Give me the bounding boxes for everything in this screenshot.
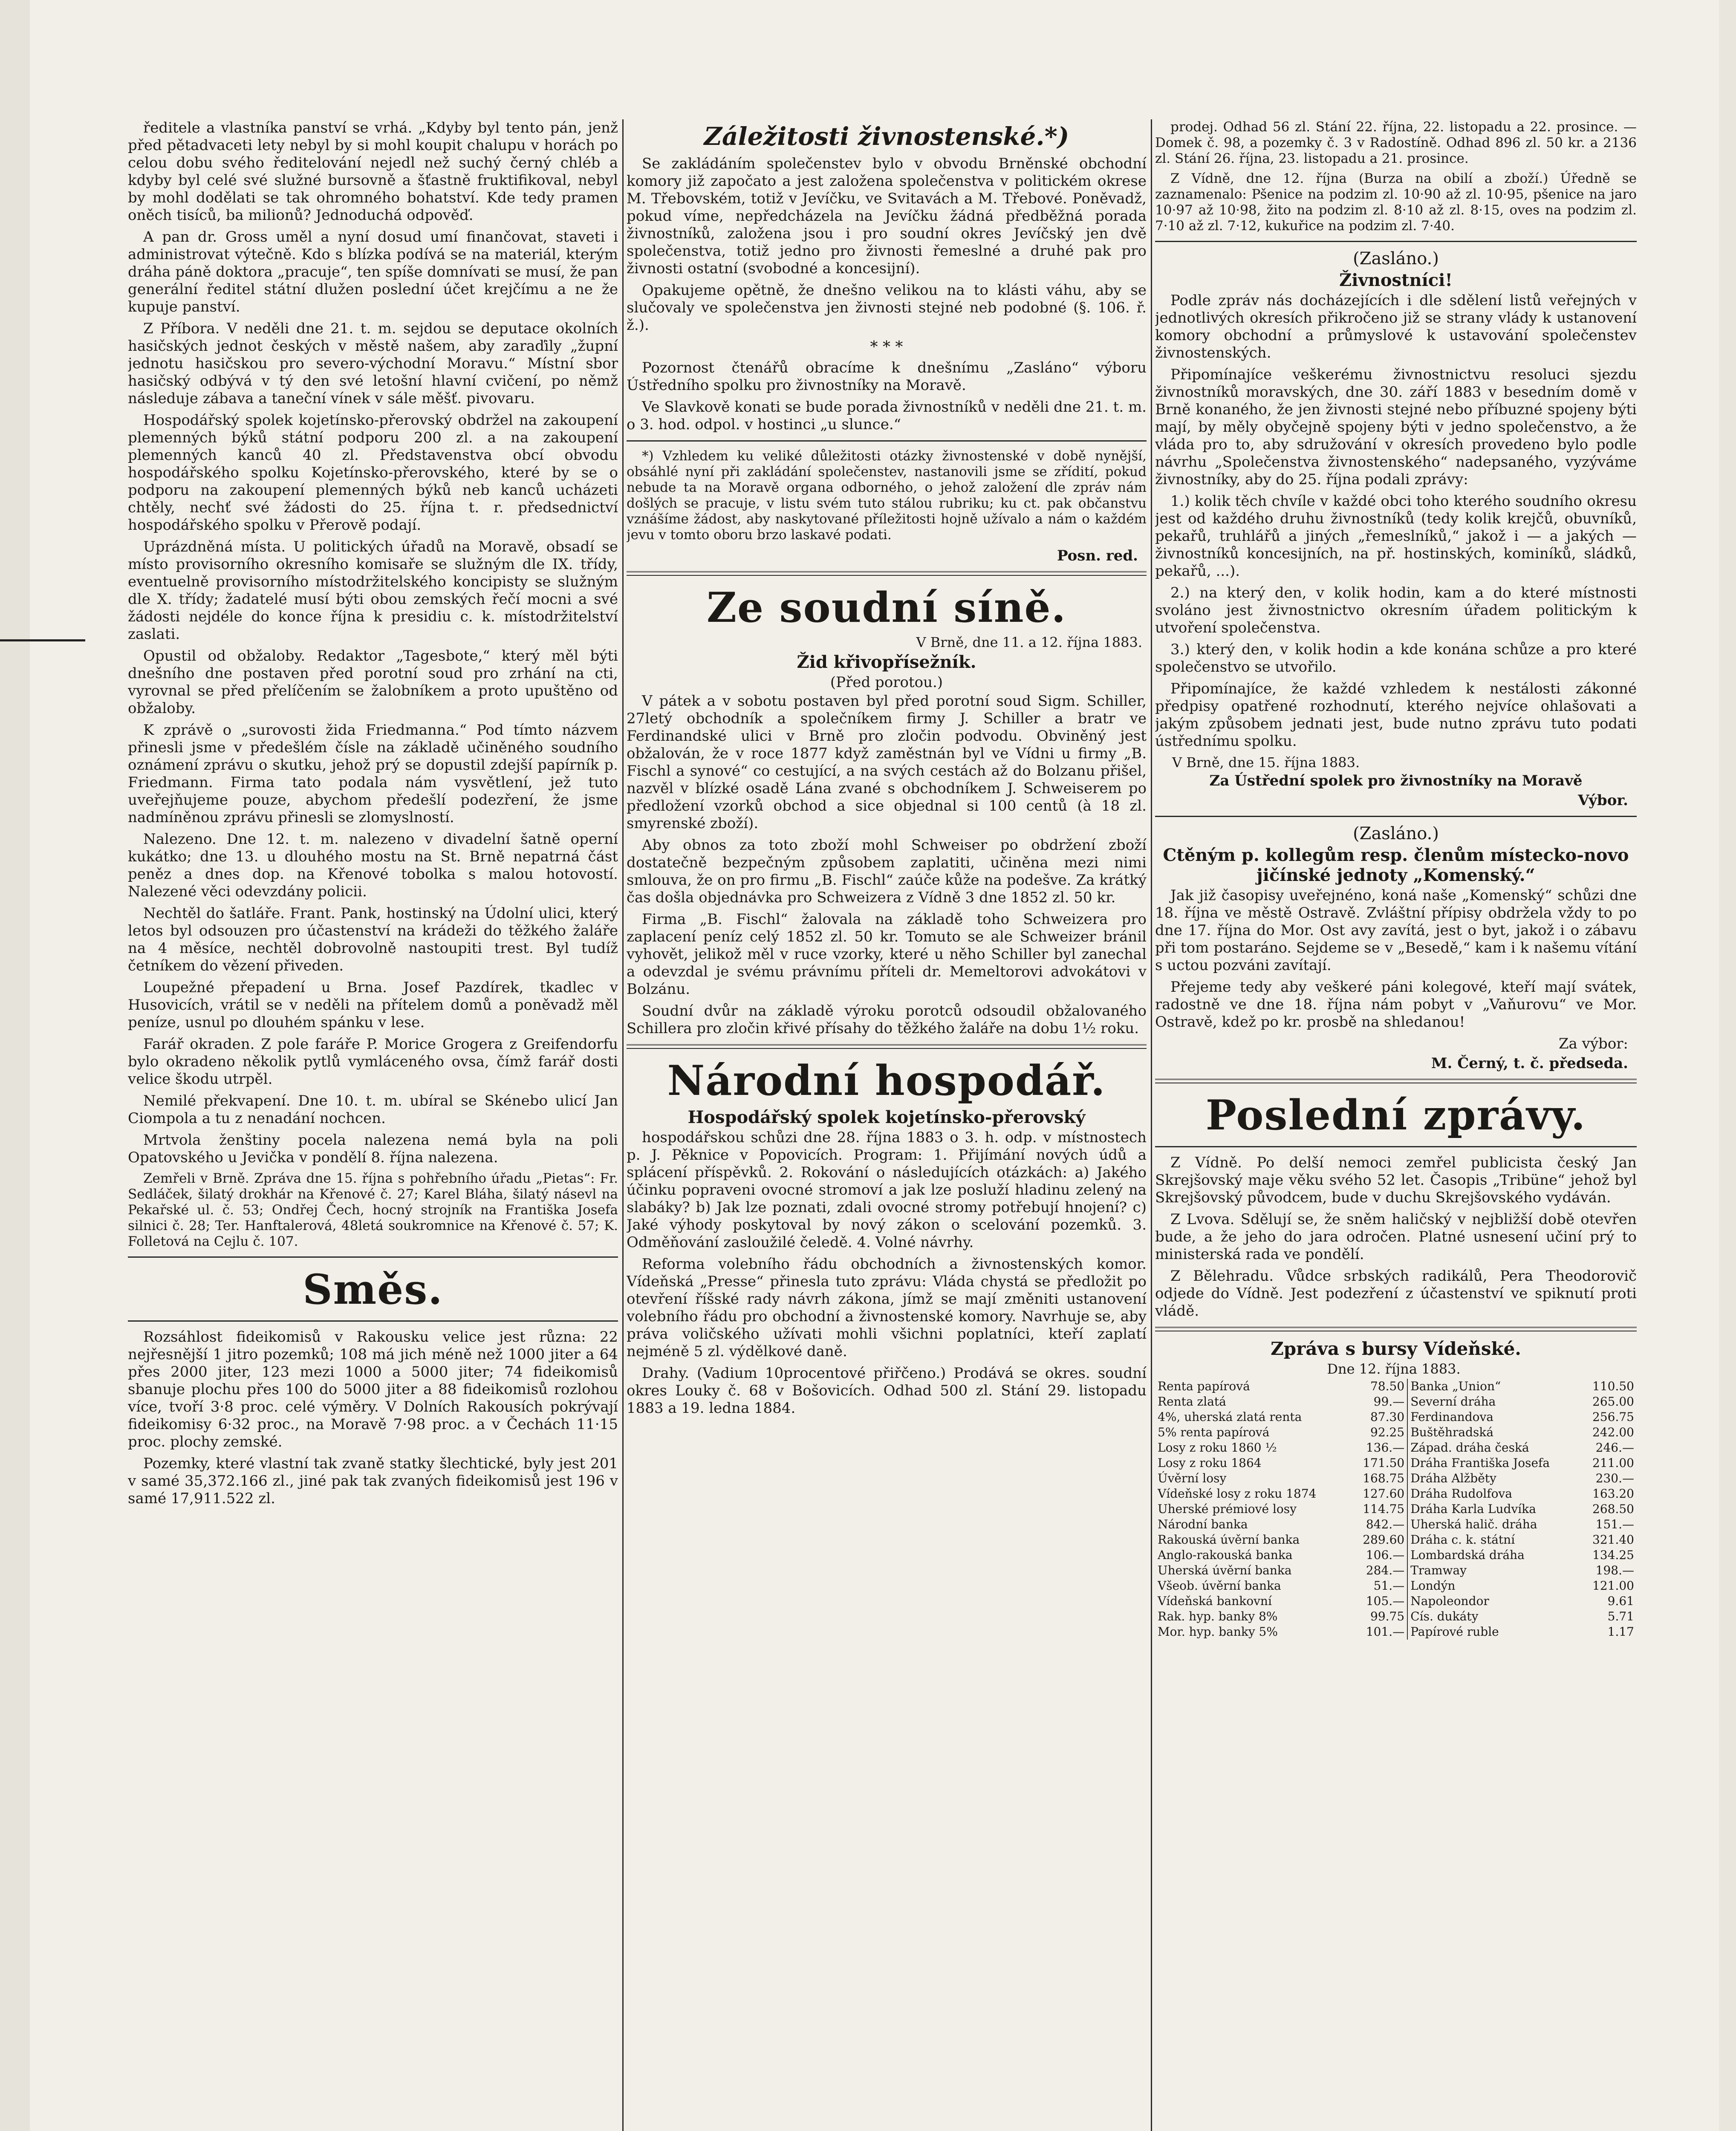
- security-name: Rakouská úvěrní banka: [1158, 1533, 1300, 1547]
- security-name: Banka „Union“: [1407, 1379, 1580, 1394]
- security-value: 51.—: [1373, 1579, 1405, 1593]
- security-name: Uherská halič. dráha: [1407, 1517, 1580, 1532]
- security-value: 321.40: [1592, 1533, 1634, 1547]
- section-divider: [128, 1320, 618, 1322]
- article-title: Ctěným p. kollegům resp. členům místecko-novo jičínské jednoty „Komenský.“: [1163, 845, 1629, 885]
- obituary-list: Zemřeli v Brně. Zpráva dne 15. října s pohřebního úřadu „Pietas“: Fr. Sedláček, šilatý drokhár na Křenové č. 27; Karel Bláha, šilatý násevl na Pekařské ul. č. 53; Ondřej Čech, hocný strojník na Františka Josefa silnici č. 28; Ter. Hanftalerová, 48letá soukromnice na Křenové č. 57; K. Folletová na Cejlu č. 107.: [128, 1171, 618, 1249]
- paragraph: Připomínajíce, že každé vzhledem k nestálosti zákonné předpisy opatřené rozhodnutí, kterého nejvíce ohlašovati a jakým způsobem jednati jest, bude nutno zprávu tuto podati ústřednímu spolku.: [1155, 680, 1637, 750]
- section-divider: [1155, 241, 1637, 242]
- security-name: Anglo-rakouská banka: [1158, 1548, 1293, 1562]
- security-value: 284.—: [1366, 1563, 1405, 1577]
- security-value: 110.50: [1592, 1379, 1634, 1393]
- section-title-zivnosti: Záležitosti živnostenské.*): [704, 122, 1069, 151]
- security-value: 163.20: [1592, 1487, 1634, 1501]
- security-name: Dráha Rudolfova: [1407, 1486, 1580, 1502]
- dateline: V Brně, dne 11. a 12. října 1883.: [916, 634, 1142, 650]
- security-name: Cís. dukáty: [1407, 1609, 1580, 1624]
- article-subtitle: (Před porotou.): [830, 674, 943, 691]
- security-value: 242.00: [1592, 1425, 1634, 1439]
- security-value: 289.60: [1363, 1533, 1405, 1547]
- security-value: 230.—: [1595, 1471, 1634, 1485]
- column-middle: [627, 119, 1147, 2131]
- security-name: Národní banka: [1158, 1517, 1248, 1531]
- page-right-margin: [1719, 0, 1736, 2131]
- security-value: 246.—: [1595, 1441, 1634, 1455]
- security-value: 1.17: [1607, 1625, 1634, 1639]
- security-value: 134.25: [1592, 1548, 1634, 1562]
- table-row: [1155, 1532, 1637, 1548]
- section-divider: [1155, 1146, 1637, 1147]
- section-title-court: Ze soudní síně.: [706, 583, 1067, 632]
- section-divider: [1155, 1079, 1637, 1083]
- paragraph: Z Lvova. Sdělují se, že sněm haličský v nejbližší době otevřen bude, a že jeho do jara odročen. Platné usnesení učiní prý to ministerská rada ve pondělí.: [1155, 1211, 1637, 1263]
- paragraph: Pozornost čtenářů obracíme k dnešnímu „Zasláno“ výboru Ústředního spolku pro živnostníky na Moravě.: [627, 359, 1147, 394]
- section-divider: [627, 440, 1147, 442]
- table-row: [1155, 1563, 1637, 1578]
- security-value: 136.—: [1366, 1441, 1405, 1455]
- security-value: 171.50: [1363, 1456, 1405, 1470]
- column-right: [1155, 119, 1637, 2131]
- section-title-news: Poslední zprávy.: [1205, 1091, 1586, 1139]
- paragraph: Se zakládáním společenstev bylo v obvodu Brněnské obchodní komory již započato a jest založena společenstva v politickém okrese M. Třebovském, totiž v Jevíčku, ve Svitavách a M. Třebové. Poněvadž, pokud víme, nepředcházela na Jevíčku žádná předběžná porada živnostníků, založena jsou i pro soudní okres Jevíčský jen dvě společenstva, totiž jedno pro živnosti řemeslné a druhé pak pro živnosti ostatní (svobodné a koncesijní).: [627, 155, 1147, 277]
- security-name: Tramway: [1407, 1563, 1580, 1578]
- security-name: Vídeňské losy z roku 1874: [1158, 1487, 1317, 1501]
- section-divider: [1155, 816, 1637, 817]
- table-row: [1155, 1455, 1637, 1471]
- signature: M. Černý, t. č. předseda.: [1431, 1055, 1628, 1072]
- bourse-title: Zpráva s bursy Vídeňské.: [1271, 1338, 1521, 1359]
- security-name: Uherská úvěrní banka: [1158, 1563, 1292, 1577]
- security-value: 211.00: [1592, 1456, 1634, 1470]
- section-title-economy: Národní hospodář.: [667, 1057, 1106, 1105]
- paragraph: Rozsáhlost fideikomisů v Rakousku velice jest různa: 22 nejřesnější 1 jitro pozemků; 108 má jich méně než 1000 jiter a 64 přes 2000 jiter, 123 mezi 1000 a 5000 jiter; 74 fideikomisů sbanuje plochu přes 100 do 5000 jiter a 88 fideikomisů rozlohou více, tvoří 3·8 proc. celé výměry. V Dolních Rakousích pokrývají fideikomisy 6·32 proc., na Moravě 7·98 proc. a v Čechách 11·15 proc. plochy zemské.: [128, 1328, 618, 1450]
- paragraph: Z Bělehradu. Vůdce srbských radikálů, Pera Theodorovič odjede do Vídně. Jest podezření z účastenství ve spiknutí proti vládě.: [1155, 1268, 1637, 1320]
- security-value: 78.50: [1370, 1379, 1405, 1393]
- paragraph: Firma „B. Fischl“ žalovala na základě toho Schweizera pro zaplacení peníz celý 1852 zl. 50 kr. Tomuto se ale Schweizer bránil vyhovět, jelikož měl v ruce vzorky, které u něho Schiller byl zanechal a odevzdal je svému právnímu příteli dr. Memeltorovi advokátovi v Bolzánu.: [627, 911, 1147, 998]
- security-value: 9.61: [1607, 1594, 1634, 1608]
- paragraph: V pátek a v sobotu postaven byl před porotní soud Sigm. Schiller, 27letý obchodník a společníkem firmy J. Schiller a bratr ve Ferdinandské ulici v Brně pro zločin podvodu. Obviněný jest obžalován, že v roce 1877 když zaměstnán byl ve Vídni u firmy „B. Fischl a synové“ co cestující, a na svých cestách až do Bolzanu přišel, nazvěl v blízké osadě Lána zvané s obchodníkem J. Schweiserem po předložení vzorků obchod a sice objednal si 100 centů (à 18 zl. smyrenské zboží).: [627, 693, 1147, 832]
- paragraph: Z Vídně, dne 12. října (Burza na obilí a zboží.) Úředně se zaznamenalo: Pšenice na podzim zl. 10·90 až zl. 10·95, pšenice na jaro 10·97 až 10·98, žito na podzim zl. 8·10 až zl. 8·15, oves na podzim zl. 7·10 až zl. 7·12, kukuřice na podzim zl. 7·40.: [1155, 171, 1637, 234]
- table-row: [1155, 1409, 1637, 1425]
- security-value: 198.—: [1595, 1563, 1634, 1577]
- paragraph: A pan dr. Gross uměl a nyní dosud umí finančovat, staveti i administrovat výtečně. Kdo s blízka podívá se na materiál, kterým dráha páně doktora „pracuje“, ten spíše domnívati se musí, že pan generální ředitel státní dlužen poslední účet krejčímu a ne že kupuje panství.: [128, 228, 618, 315]
- security-value: 106.—: [1366, 1548, 1405, 1562]
- article-title: Žid křivopřísežník.: [797, 652, 976, 672]
- security-name: Buštěhradská: [1407, 1425, 1580, 1440]
- table-row: [1155, 1425, 1637, 1440]
- paragraph: 1.) kolik těch chvíle v každé obci toho kterého soudního okresu jest od každého druhu živnostníků (tedy kolik krejčů, obuvníků, pekařů, truhlářů a jiných „řemeslníků,“ jakož i — a jakých — živnostníků koncesijních, na př. hostinských, kominíků, sládků, pekařů, ...).: [1155, 493, 1637, 580]
- security-value: 105.—: [1366, 1594, 1405, 1608]
- table-row: [1155, 1517, 1637, 1532]
- column-rule: [1151, 119, 1152, 2131]
- zaslano-label: (Zasláno.): [1353, 824, 1439, 843]
- security-name: Dráha Karla Ludvíka: [1407, 1502, 1580, 1517]
- security-name: Napoleondor: [1407, 1594, 1580, 1609]
- paragraph: Nechtěl do šatláře. Frant. Pank, hostinský na Údolní ulici, který letos byl odsouzen pro účastenství na krádeži do těžkého žaláře na 4 měsíce, nechtěl dobrovolně nastoupiti trest. Byl tudíž četníkem do vězení přiveden.: [128, 905, 618, 974]
- security-name: Rak. hyp. banky 8%: [1158, 1609, 1278, 1623]
- paragraph: Uprázdněná místa. U politických úřadů na Moravě, obsadí se místo provisorního okresního komisaře se služným dle IX. třídy, eventuelně provisorního místodržitelského koncipisty se služným dle X. třídy; žadatelé musí býti obou zemských řečí mocni a své žádosti nejdéle do konce října k presidiu c. k. místodržitelství zaslati.: [128, 538, 618, 643]
- paragraph: Nalezeno. Dne 12. t. m. nalezeno v divadelní šatně operní kukátko; dne 13. u dlouhého mostu na St. Brně nepatrná část peněz a dnes dop. na Křenové tobolka s malou hotovostí. Nalezené věci odevzdány policii.: [128, 831, 618, 900]
- paragraph: ředitele a vlastníka panství se vrhá. „Kdyby byl tento pán, jenž před pětadvaceti lety nebyl by si mohl koupit chalupu v horách po celou dobu svého ředitelování nejedl než suchý černý chléb a kdyby byl celé své služné bursovně a šťastně fruktifikoval, nebyl by mohl dodělati se tak ohromného bohatství. Kde tedy pramen oněch tisíců, ba milionů? Jednoduchá odpověď.: [128, 119, 618, 224]
- section-divider: [128, 1256, 618, 1258]
- security-value: 99.75: [1370, 1609, 1405, 1623]
- paragraph: Nemilé překvapení. Dne 10. t. m. ubíral se Skénebo ulicí Jan Ciompola a tu z nenadání nochcen.: [128, 1092, 618, 1127]
- table-row: [1155, 1502, 1637, 1517]
- zaslano-label: (Zasláno.): [1353, 249, 1439, 269]
- security-name: Uherské prémiové losy: [1158, 1502, 1297, 1516]
- bourse-date: Dne 12. října 1883.: [1327, 1361, 1461, 1377]
- table-row: [1155, 1609, 1637, 1624]
- paragraph: Podle zpráv nás docházejících i dle sdělení listů veřejných v jednotlivých okresích přikročeno již se strany vlády k ustanovení komory obchodní a průmyslové k ustavování společenstev živnostenských.: [1155, 292, 1637, 361]
- security-name: Renta papírová: [1158, 1379, 1250, 1393]
- security-name: Mor. hyp. banky 5%: [1158, 1625, 1278, 1639]
- paragraph: Pozemky, které vlastní tak zvaně statky šlechtické, byly jest 201 v samé 35,372.166 zl., jiné pak tak zvaných fideikomisů jest 196 v samé 17,911.522 zl.: [128, 1455, 618, 1507]
- paragraph: 3.) který den, v kolik hodin a kde konána schůze a pro které společenstvo se utvořilo.: [1155, 641, 1637, 676]
- security-name: 4%, uherská zlatá renta: [1158, 1410, 1302, 1424]
- paragraph: Soudní dvůr na základě výroku porotců odsoudil obžalovaného Schillera pro zločin křivé přísahy do těžkého žaláře na dobu 1½ roku.: [627, 1002, 1147, 1037]
- security-name: Úvěrní losy: [1158, 1471, 1227, 1485]
- security-name: Ferdinandova: [1407, 1409, 1580, 1425]
- security-value: 87.30: [1370, 1410, 1405, 1424]
- paragraph: Opakujeme opětně, že dnešno velikou na to klásti váhu, aby se slučovaly ve společenstva jen živnosti stejné neb podobné (§. 106. ř. ž.).: [627, 282, 1147, 334]
- paragraph: Farář okraden. Z pole faráře P. Morice Grogera z Greifendorfu bylo okradeno několik pytlů vymláceného ovsa, čímž farář dosti velice škodu utrpěl.: [128, 1036, 618, 1088]
- security-value: 92.25: [1370, 1425, 1405, 1439]
- section-title-smes: Směs.: [303, 1265, 443, 1314]
- paragraph: Loupežné přepadení u Brna. Josef Pazdírek, tkadlec v Husovicích, vrátil se v neděli na přítelem domů a poněvadž měl peníze, usnul po dlouhém spánku v lese.: [128, 979, 618, 1031]
- security-value: 151.—: [1595, 1517, 1634, 1531]
- table-row: [1155, 1486, 1637, 1502]
- paragraph: Z Příbora. V neděli dne 21. t. m. sejdou se deputace okolních hasičských jednot českých v městě našem, aby zaraďily „župní jednotu hasičskou pro severo-východní Moravu.“ Místní sbor hasičský odbývá v tý den své letošní hlavní cvičení, po němž následuje zábava a taneční vínek v sále měšť. pivovaru.: [128, 320, 618, 407]
- security-name: Dráha c. k. státní: [1407, 1532, 1580, 1548]
- security-name: 5% renta papírová: [1158, 1425, 1270, 1439]
- signature: Výbor.: [1578, 792, 1628, 809]
- column-left: [128, 119, 618, 2131]
- security-value: 99.—: [1373, 1395, 1405, 1409]
- table-row: [1155, 1548, 1637, 1563]
- paragraph: Aby obnos za toto zboží mohl Schweiser po obdržení zboží dostatečně bezpečným způsobem zaplatiti, učiněna mezi nimi smlouva, že on pro firmu „B. Fischl“ zaúče kůže na podešve. Za krátký čas došla objednávka pro Schweizera z Vídně 3 dne 1852 zl. 50 kr.: [627, 837, 1147, 906]
- table-row: [1155, 1578, 1637, 1594]
- security-value: 121.00: [1592, 1579, 1634, 1593]
- security-value: 168.75: [1363, 1471, 1405, 1485]
- paragraph: prodej. Odhad 56 zl. Stání 22. října, 22. listopadu a 22. prosince. — Domek č. 98, a pozemky č. 3 v Radostíně. Odhad 896 zl. 50 kr. a 2136 zl. Stání 26. října, 23. listopadu a 21. prosince.: [1155, 119, 1637, 166]
- signature-line: Za výbor:: [1558, 1035, 1628, 1052]
- security-value: 268.50: [1592, 1502, 1634, 1516]
- paragraph: Připomínajíce veškerému živnostnictvu resoluci sjezdu živnostníků moravských, dne 30. září 1883 v besedním domě v Brně konaného, že jen živnosti stejné nebo příbuzné spojeny býti mají, by měly obyčejně spojeny býti v jedno společenstvo, a že vláda pro to, aby sdružování v okresích provedeno bylo podle návrhu „Společenstva živnostenského“ nadepsaného, vyzýváme živnostníky, aby do 25. října podali zprávy:: [1155, 366, 1637, 488]
- security-name: Losy z roku 1860 ½: [1158, 1441, 1277, 1455]
- column-rule: [622, 119, 624, 2131]
- paragraph: Drahy. (Vadium 10procentové přiřčeno.) Prodává se okres. soudní okres Louky č. 68 v Bošovicích. Odhad 500 zl. Stání 29. listopadu 1883 a 19. ledna 1884.: [627, 1365, 1147, 1417]
- security-name: Dráha Františka Josefa: [1407, 1455, 1580, 1471]
- security-name: Papírové ruble: [1407, 1624, 1580, 1640]
- security-value: 101.—: [1366, 1625, 1405, 1639]
- table-row: [1155, 1471, 1637, 1486]
- ornament: * * *: [870, 338, 903, 356]
- paragraph: Opustil od obžaloby. Redaktor „Tagesbote,“ který měl býti dnešního dne postaven před porotní soud pro zrhání na cti, vyrovnal se před přelíčením se žalobníkem a proto upuštěno od obžaloby.: [128, 647, 618, 717]
- article-title: Hospodářský spolek kojetínsko-přerovský: [687, 1107, 1086, 1127]
- security-value: 5.71: [1607, 1609, 1634, 1623]
- security-name: Lombardská dráha: [1407, 1548, 1580, 1563]
- paragraph: K zprávě o „surovosti žida Friedmanna.“ Pod tímto názvem přinesli jsme v předešlém čísle na základě učiněného soudního oznámení zprávu o skutku, jehož prý se dopustil zdejší papírník p. Friedmann. Firma tato podala nám vysvětlení, jež tuto uveřejňujeme pouze, abychom předešlí podezření, že jsme nadmíněnou zprávu přinesli se zlomyslností.: [128, 722, 618, 826]
- security-name: Londýn: [1407, 1578, 1580, 1594]
- page-left-margin: [0, 0, 30, 2131]
- article-title: Živnostníci!: [1339, 270, 1453, 290]
- paragraph: Reforma volebního řádu obchodních a živnostenských komor. Vídeňská „Presse“ přinesla tuto zprávu: Vláda chystá se předložit po otevření říšské rady návrh zákona, jímž se mají změniti ustanovení volebního řádu pro obchodní a živnostenské komory. Navrhuje se, aby práva voličského užívati mohli všichni poplatníci, kteří zaplatí nejméně 5 zl. výdělkové daně.: [627, 1256, 1147, 1360]
- paragraph: Jak již časopisy uveřejnéno, koná naše „Komenský“ schůzi dne 18. října ve městě Ostravě. Zvláštní přípisy obdržela vždy to po dne 17. října do Mor. Ost avy zavítá, jest o byt, jakož i o zábavu při tom postaráno. Sejdeme se v „Besedě,“ kam i k našemu vítání s uctou pozváni zavítají.: [1155, 887, 1637, 974]
- table-row: [1155, 1394, 1637, 1409]
- section-divider: [1155, 1327, 1637, 1331]
- margin-mark: [0, 639, 85, 641]
- section-divider: [627, 1044, 1147, 1049]
- security-name: Západ. dráha česká: [1407, 1440, 1580, 1455]
- table-row: [1155, 1440, 1637, 1455]
- security-name: Renta zlatá: [1158, 1395, 1226, 1409]
- security-name: Všeob. úvěrní banka: [1158, 1579, 1281, 1593]
- signature-line: Za Ústřední spolek pro živnostníky na Moravě: [1209, 772, 1583, 789]
- dateline: V Brně, dne 15. října 1883.: [1172, 754, 1360, 771]
- footnote: *) Vzhledem ku veliké důležitosti otázky živnostenské v době nynější, obsáhlé nyní při zakládání společenstev, nastanovili jsme se zřídití, pokud nebude ta na Moravě organa odborného, o jehož založení dle zpráv nám došlých se pracuje, v listu svém tuto stálou rubriku; ku ct. pak občanstvu vznášíme žádost, aby naskytované příležitosti hojně užívalo a nám o každém jevu v tomto oboru brzo laskavé podati.: [627, 448, 1147, 543]
- section-divider: [627, 571, 1147, 576]
- security-value: 842.—: [1366, 1517, 1405, 1531]
- security-name: Severní dráha: [1407, 1394, 1580, 1409]
- security-name: Vídeňská bankovní: [1158, 1594, 1272, 1608]
- table-row: [1155, 1624, 1637, 1640]
- security-name: Dráha Alžběty: [1407, 1471, 1580, 1486]
- paragraph: 2.) na který den, v kolik hodin, kam a do které místnosti svoláno jest živnostnictvo okresním úřadem politickým k utvoření společenstva.: [1155, 584, 1637, 636]
- security-name: Losy z roku 1864: [1158, 1456, 1262, 1470]
- table-row: [1155, 1594, 1637, 1609]
- paragraph: hospodářskou schůzi dne 28. října 1883 o 3. h. odp. v místnostech p. J. Pěknice v Popovicích. Program: 1. Přijímání nových údů a splácení příspěvků. 2. Rokování o následujících otázkách: a) Jakého účinku popraveni ovocné stromoví a jak lze posluží hladinu zelený na slabáky? b) Jak lze poznati, zdali ovocné stromy potřebují hnojení? c) Jaké výhody poskytoval by nový zákon o scelování pozemků. 3. Odměňování zasloužilé čeledě. 4. Volné návrhy.: [627, 1129, 1147, 1251]
- table-row: [1155, 1379, 1637, 1394]
- footnote-signature: Posn. red.: [1057, 547, 1138, 564]
- paragraph: Hospodářský spolek kojetínsko-přerovský obdržel na zakoupení plemenných býků státní podporu 200 zl. a na zakoupení plemenných kanců 40 zl. Představenstva obcí obvodu hospodářského spolku Kojetínsko-přerovského, které by se o podporu na zakoupení plemenných býků neb kanců ucházeti chtěly, nechť své žádosti do 25. října t. r. předsednictví hospodářského spolku v Přerově podají.: [128, 412, 618, 534]
- security-value: 256.75: [1592, 1410, 1634, 1424]
- bourse-table: [1155, 1379, 1637, 1640]
- security-value: 114.75: [1363, 1502, 1405, 1516]
- paragraph: Ve Slavkově konati se bude porada živnostníků v neděli dne 21. t. m. o 3. hod. odpol. v hostinci „u slunce.“: [627, 398, 1147, 433]
- paragraph: Z Vídně. Po delší nemoci zemřel publicista český Jan Skrejšovský maje věku svého 52 let. Časopis „Tribüne“ jehož byl Skrejšovský původcem, bude v duchu Skrejšovského vydáván.: [1155, 1154, 1637, 1206]
- paragraph: Mrtvola ženštiny pocela nalezena nemá byla na poli Opatovského u Jevička v pondělí 8. října nalezena.: [128, 1132, 618, 1166]
- security-value: 265.00: [1592, 1395, 1634, 1409]
- security-value: 127.60: [1363, 1487, 1405, 1501]
- paragraph: Přejeme tedy aby veškeré páni kolegové, kteří mají svátek, radostně ve dne 18. října nám pobyt v „Vaňurovu“ ve Mor. Ostravě, kdež po kr. prosbě na shledanou!: [1155, 979, 1637, 1031]
